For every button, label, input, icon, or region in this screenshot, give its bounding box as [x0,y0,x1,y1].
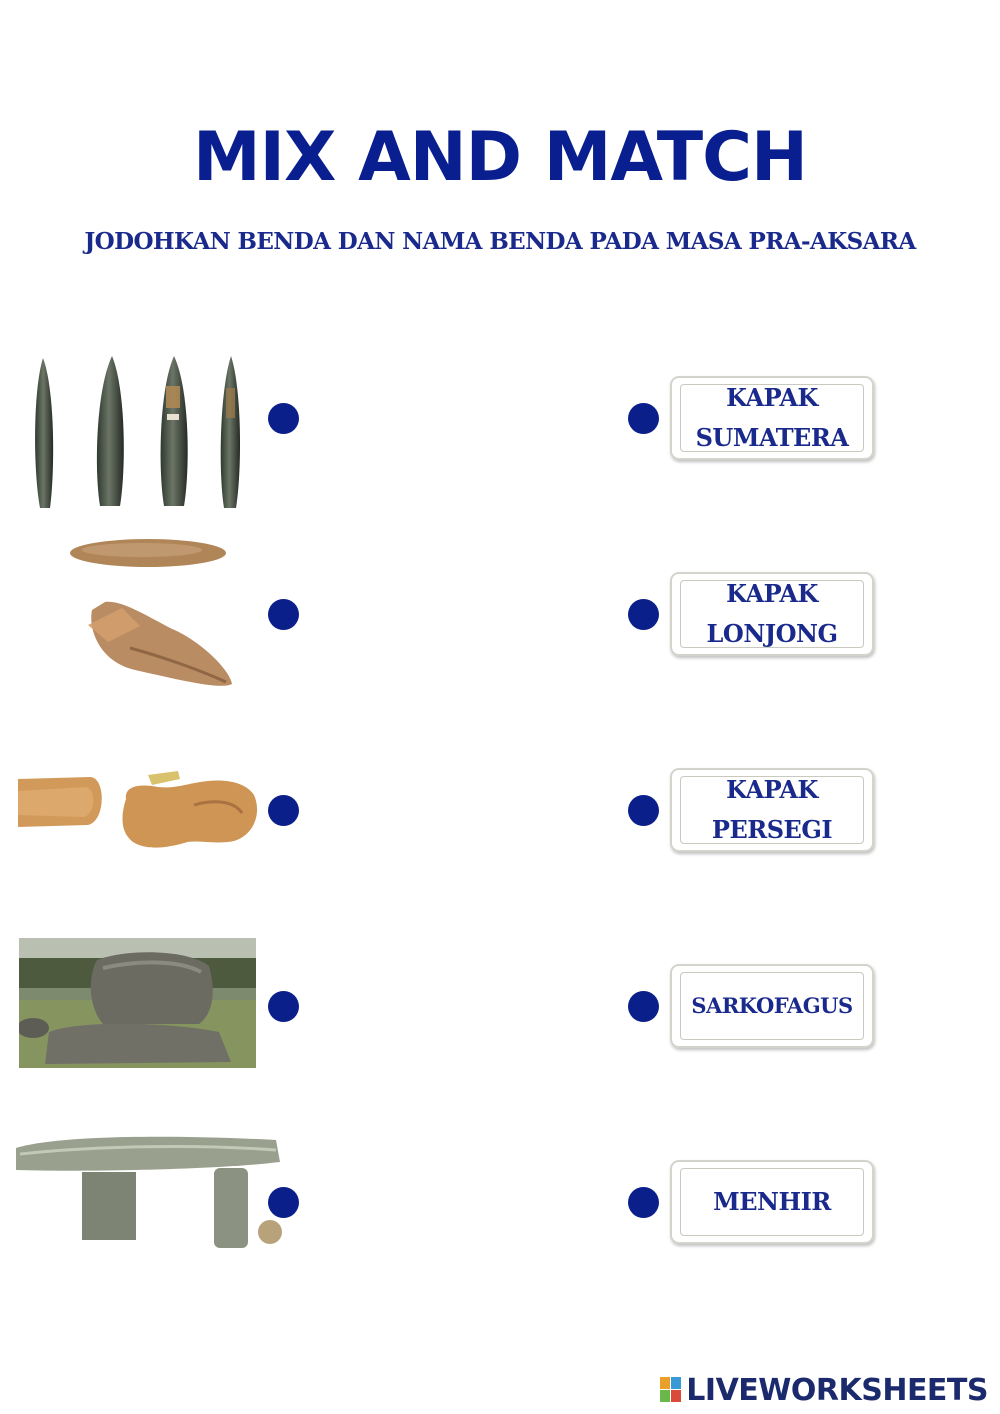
sarkofagus-image [19,938,256,1068]
answer-box-4[interactable] [670,964,874,1048]
match-dot-left-4[interactable] [268,991,299,1022]
answer-box-5[interactable] [670,1160,874,1244]
page-title: MIX AND MATCH [193,118,807,197]
answer-box-2[interactable] [670,572,874,656]
match-dot-left-5[interactable] [268,1187,299,1218]
answer-box-3[interactable] [670,768,874,852]
answer-label: SARKOFAGUS [691,993,853,1018]
match-dot-left-3[interactable] [268,795,299,826]
liveworksheets-logo [660,1372,988,1408]
answer-label: MENHIR [713,1187,831,1216]
match-dot-right-5[interactable] [628,1187,659,1218]
match-dot-right-1[interactable] [628,403,659,434]
kapak-persegi-image [60,530,240,700]
match-dot-left-2[interactable] [268,599,299,630]
answer-box-1[interactable] [670,376,874,460]
kapak-lonjong-image [28,350,258,515]
live-logo-icon [660,1377,682,1403]
brand-name: LIVEWORKSHEETS [686,1372,988,1408]
answer-label: KAPAK SUMATERA [695,383,849,452]
match-dot-right-4[interactable] [628,991,659,1022]
match-dot-left-1[interactable] [268,403,299,434]
kapak-sumatera-image [18,765,258,860]
match-dot-right-3[interactable] [628,795,659,826]
answer-label: KAPAK PERSEGI [711,775,833,844]
dolmen-image [14,1132,282,1257]
match-dot-right-2[interactable] [628,599,659,630]
page-subtitle: JODOHKAN BENDA DAN NAMA BENDA PADA MASA PRA-AKSARA [84,228,916,255]
answer-label: KAPAK LONJONG [706,579,838,648]
